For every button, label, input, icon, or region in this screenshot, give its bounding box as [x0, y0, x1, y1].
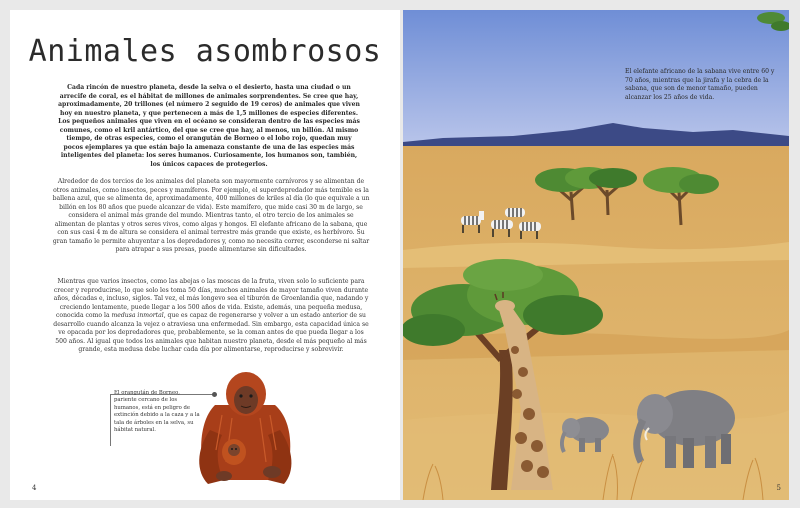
orangutan-caption: El orangután de Borneo, pariente cercano de los humanos, está en peligro de extinción debido a la caza y a la tala de árboles en la selva, su hábitat natural.: [114, 390, 200, 434]
page-number-left: 4: [32, 484, 37, 492]
orangutan-illustration: [10, 10, 400, 500]
emphasis-term: medusa inmortal: [111, 312, 164, 320]
body-text: Mientras que varios insectos, como las abejas o las moscas de la fruta, viven solo lo suficiente para crecer y reproducirse, lo que solo les toma 50 días, muchos animales de mayor tamaño viven durante años, décadas e, incluso, siglos. Tal vez, el más longevo sea el tiburón de Groenlandia que, nadando y creciendo lentamente, puede llegar a los 500 años de vida. Existe, además, una pequeña medusa, conocida como la: [53, 278, 369, 320]
orangutan-figure: [199, 372, 291, 484]
intro-paragraph: Cada rincón de nuestro planeta, desde la selva o el desierto, hasta una ciudad o un arrecife de coral, es el hábitat de millones de animales sorprendentes. Se cree que hay, aproximadamente, 20 trillones (el número 2 seguido de 19 ceros) de animales que viven hoy en nuestro planeta, y que pertenecen a más de 1,5 millones de especies diferentes. Los pequeños animales que viven en el océano se consideran dentro de las especies más comunes, como el kril antártico, del que se cree que hay, al menos, un billón. Al mismo tiempo, de otras especies, como el orangután de Borneo o el lobo rojo, quedan muy pocos ejemplares ya que están bajo la amenaza constante de una de las especies más inteligentes del planeta: los seres humanos. Curiosamente, los humanos son, también, los únicos capaces de protegerlos.: [58, 84, 360, 168]
body-paragraph-diet: Alrededor de dos tercios de los animales del planeta son mayormente carnívoros y se alimentan de otros animales, como insectos, peces y mamíferos. Por ejemplo, el superdepredador más temible es la ballena azul, que se alimenta de, aproximadamente, 400 millones de kriles al día (lo que equivale a un billón en los 80 años que puede alcanzar de vida). Este mamífero, que mide casi 30 m de largo, se considera el animal más grande del mundo. Mientras tanto, el otro tercio de los animales se alimentan de plantas y otros seres vivos, como algas y hongos. El elefante africano de la sabana, que con sus casi 4 m de altura se considera el animal terrestre más grande que existe, es herbívoro. Su gran tamaño le permite ahuyentar a los depredadores y, como no necesita correr, esconderse ni saltar para atrapar a sus presas, puede alimentarse sin dificultades.: [52, 178, 370, 254]
page-title: Animales asombrosos: [28, 34, 382, 69]
right-page: [403, 10, 789, 500]
elephant-caption: El elefante africano de la sabana vive entre 60 y 70 años, mientras que la jirafa y la cebra de la sabana, que son de menor tamaño, pueden alcanzar los 25 años de vida.: [625, 68, 775, 101]
page-number-right: 5: [776, 484, 781, 492]
body-text: , que es capaz de regenerarse y volver a un estado anterior de su desarrollo cuando alcanza la vejez o atraviesa una enfermedad. Sin embargo, esta capacidad única se ve opacada por los depredadores que, probablemente, se la coman antes de que pueda llegar a los 500 años. Al igual que todos los animales que habitan nuestro planeta, desde el más pequeño al más grande, esta medusa debe luchar cada día por alimentarse, reproducirse y sobrevivir.: [53, 312, 369, 354]
left-page: [10, 10, 400, 500]
